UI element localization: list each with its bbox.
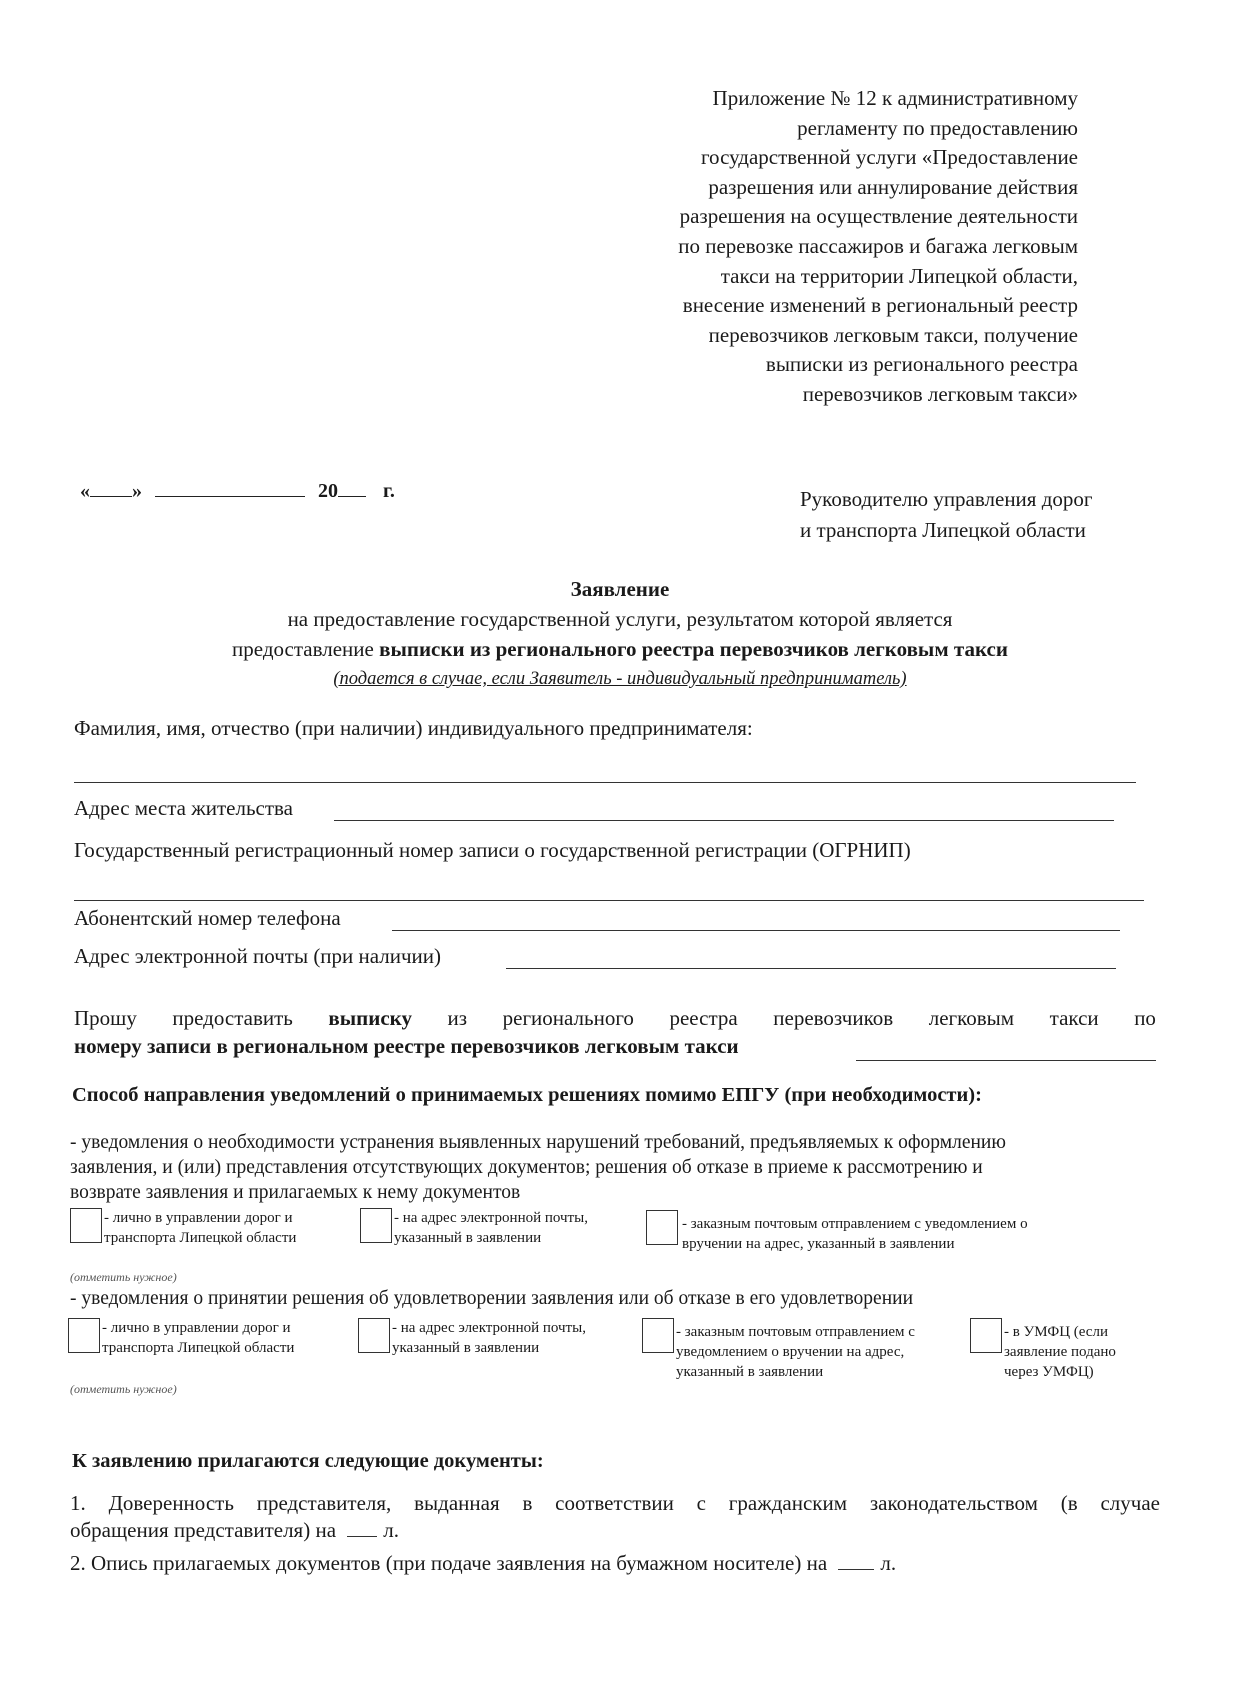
registry-number-input-line[interactable] xyxy=(856,1060,1156,1061)
documents-heading: К заявлению прилагаются следующие документы: xyxy=(72,1450,544,1472)
request-word: регионального xyxy=(502,1006,634,1030)
request-word: Прошу xyxy=(74,1006,137,1030)
label-line: уведомлением о вручении на адрес, xyxy=(676,1344,905,1360)
checkbox-email[interactable] xyxy=(360,1208,392,1243)
document-item-2 xyxy=(70,1550,1160,1577)
doc-text: обращения представителя) на xyxy=(70,1518,337,1542)
appendix-header xyxy=(558,84,1078,410)
checkbox-registered-mail[interactable] xyxy=(646,1210,678,1245)
fio-input-line[interactable] xyxy=(74,782,1136,783)
doc-suffix: л. xyxy=(383,1518,400,1542)
appendix-line: разрешения на осуществление деятельности xyxy=(679,204,1078,229)
request-paragraph xyxy=(74,1004,1156,1060)
appendix-line: разрешения или аннулирование действия xyxy=(708,174,1078,199)
notification-text-line: - уведомления о принятии решения об удовлетворении заявления или об отказе в его удовлетворении xyxy=(70,1288,914,1309)
addressee-line: и транспорта Липецкой области xyxy=(800,518,1086,542)
label-line: транспорта Липецкой области xyxy=(104,1230,297,1246)
doc-word: (в xyxy=(1060,1491,1078,1515)
checkbox-group-2 xyxy=(68,1318,1178,1380)
doc-word: соответствии xyxy=(555,1491,674,1515)
checkbox-in-person[interactable] xyxy=(70,1208,102,1243)
mark-needed-note-2: (отметить нужное) xyxy=(70,1382,177,1396)
appendix-line: регламенту по предоставлению xyxy=(797,115,1078,140)
label-line: указанный в заявлении xyxy=(392,1340,540,1356)
ogrnip-input-line[interactable] xyxy=(74,900,1144,901)
doc-word: случае xyxy=(1100,1491,1160,1515)
request-line-1 xyxy=(74,1004,1156,1032)
checkbox-in-person-label xyxy=(104,1208,296,1248)
label-line: вручении на адрес, указанный в заявлении xyxy=(682,1236,955,1252)
doc-word: законодательством xyxy=(869,1491,1038,1515)
checkbox-in-person-2[interactable] xyxy=(68,1318,100,1353)
checkbox-email-label xyxy=(394,1208,588,1248)
checkbox-registered-mail-2-label xyxy=(676,1322,915,1382)
checkbox-in-person-2-label xyxy=(102,1318,294,1358)
notification-text-line: возврате заявления и прилагаемых к нему документов xyxy=(70,1182,521,1203)
appendix-line: такси на территории Липецкой области, xyxy=(720,263,1078,288)
fio-label: Фамилия, имя, отчество (при наличии) индивидуального предпринимателя: xyxy=(74,716,753,740)
label-line: - на адрес электронной почты, xyxy=(392,1320,586,1336)
checkbox-group-1 xyxy=(68,1208,1178,1258)
document-item-1-line-1 xyxy=(70,1490,1160,1517)
notification-text-line: заявления, и (или) представления отсутствующих документов; решения об отказе в приеме к рассмотрению и xyxy=(70,1157,983,1178)
year-blank[interactable] xyxy=(338,478,366,497)
checkbox-registered-mail-label xyxy=(682,1214,1028,1254)
title-note: (подается в случае, если Заявитель - индивидуальный предприниматель) xyxy=(333,669,907,689)
phone-input-line[interactable] xyxy=(392,930,1120,931)
address-label: Адрес места жительства xyxy=(74,796,293,820)
request-word: из xyxy=(447,1006,468,1030)
ogrnip-label: Государственный регистрационный номер записи о государственной регистрации (ОГРНИП) xyxy=(74,838,911,862)
application-title-block xyxy=(0,574,1240,694)
doc-word: гражданским xyxy=(728,1491,848,1515)
request-word: такси xyxy=(1049,1006,1099,1030)
request-word: перевозчиков xyxy=(773,1006,894,1030)
document-title: Заявление xyxy=(570,577,670,601)
label-line: - на адрес электронной почты, xyxy=(394,1210,588,1226)
notification-text-2 xyxy=(70,1286,1160,1311)
addressee-line: Руководителю управления дорог xyxy=(800,487,1093,511)
doc-word: с xyxy=(696,1491,706,1515)
email-input-line[interactable] xyxy=(506,968,1116,969)
document-item-1-line-2 xyxy=(70,1517,1160,1544)
doc-word: 1. xyxy=(70,1491,86,1515)
appendix-line: перевозчиков легковым такси, получение xyxy=(708,322,1078,347)
date-line xyxy=(80,478,395,503)
appendix-line: Приложение № 12 к административному xyxy=(712,86,1078,110)
doc-text: 2. Опись прилагаемых документов (при подаче заявления на бумажном носителе) на xyxy=(70,1551,828,1575)
label-line: - заказным почтовым отправлением с xyxy=(676,1324,915,1340)
request-word: реестра xyxy=(669,1006,738,1030)
phone-label: Абонентский номер телефона xyxy=(74,906,341,930)
label-line: - лично в управлении дорог и xyxy=(102,1320,291,1336)
notification-text-line: - уведомления о необходимости устранения выявленных нарушений требований, предъявляемых к оформлению xyxy=(70,1132,1006,1153)
address-input-line[interactable] xyxy=(334,820,1114,821)
label-line: через УМФЦ) xyxy=(1004,1364,1094,1380)
checkbox-email-2[interactable] xyxy=(358,1318,390,1353)
date-open-quote: « xyxy=(80,480,90,502)
year-suffix: г. xyxy=(383,480,395,502)
request-line-2: номеру записи в региональном реестре перевозчиков легковым такси xyxy=(74,1034,739,1058)
label-line: - заказным почтовым отправлением с уведомлением о xyxy=(682,1216,1028,1232)
documents-list xyxy=(70,1490,1160,1577)
request-word-bold: выписку xyxy=(328,1006,412,1030)
request-word: по xyxy=(1134,1006,1156,1030)
doc-word: представителя, xyxy=(256,1491,392,1515)
label-line: - в УМФЦ (если xyxy=(1004,1324,1108,1340)
date-close-quote: » xyxy=(132,480,142,502)
title-subline: на предоставление государственной услуги, результатом которой является xyxy=(287,607,953,631)
doc-word: Доверенность xyxy=(108,1491,234,1515)
appendix-line: перевозчиков легковым такси» xyxy=(802,381,1078,406)
title-bold-part: выписки из регионального реестра перевозчиков легковым такси xyxy=(379,637,1008,661)
year-prefix: 20 xyxy=(318,480,338,502)
appendix-line: внесение изменений в региональный реестр xyxy=(682,293,1078,318)
appendix-line: по перевозке пассажиров и багажа легковым xyxy=(678,233,1078,258)
day-blank[interactable] xyxy=(90,478,132,497)
mark-needed-note-1: (отметить нужное) xyxy=(70,1270,177,1284)
checkbox-mfc[interactable] xyxy=(970,1318,1002,1353)
checkbox-email-2-label xyxy=(392,1318,586,1358)
checkbox-mfc-label xyxy=(1004,1322,1116,1382)
addressee-block xyxy=(800,484,1093,546)
appendix-line: выписки из регионального реестра xyxy=(765,352,1078,377)
title-normal-part: предоставление xyxy=(232,637,380,661)
sheets-count-blank-1[interactable] xyxy=(347,1520,377,1537)
label-line: указанный в заявлении xyxy=(676,1364,824,1380)
label-line: заявление подано xyxy=(1004,1344,1116,1360)
notification-text-1 xyxy=(70,1130,1160,1205)
title-subline-service xyxy=(0,634,1240,664)
appendix-line: государственной услуги «Предоставление xyxy=(700,145,1078,170)
sheets-count-blank-2[interactable] xyxy=(838,1553,874,1570)
label-line: указанный в заявлении xyxy=(394,1230,542,1246)
doc-word: в xyxy=(522,1491,533,1515)
notification-heading: Способ направления уведомлений о принимаемых решениях помимо ЕПГУ (при необходимости): xyxy=(72,1084,982,1106)
checkbox-registered-mail-2[interactable] xyxy=(642,1318,674,1353)
label-line: транспорта Липецкой области xyxy=(102,1340,295,1356)
month-blank[interactable] xyxy=(155,478,305,497)
email-label: Адрес электронной почты (при наличии) xyxy=(74,944,442,968)
label-line: - лично в управлении дорог и xyxy=(104,1210,293,1226)
doc-suffix: л. xyxy=(880,1551,897,1575)
request-word: предоставить xyxy=(172,1006,293,1030)
request-word: легковым xyxy=(928,1006,1015,1030)
doc-word: выданная xyxy=(414,1491,500,1515)
